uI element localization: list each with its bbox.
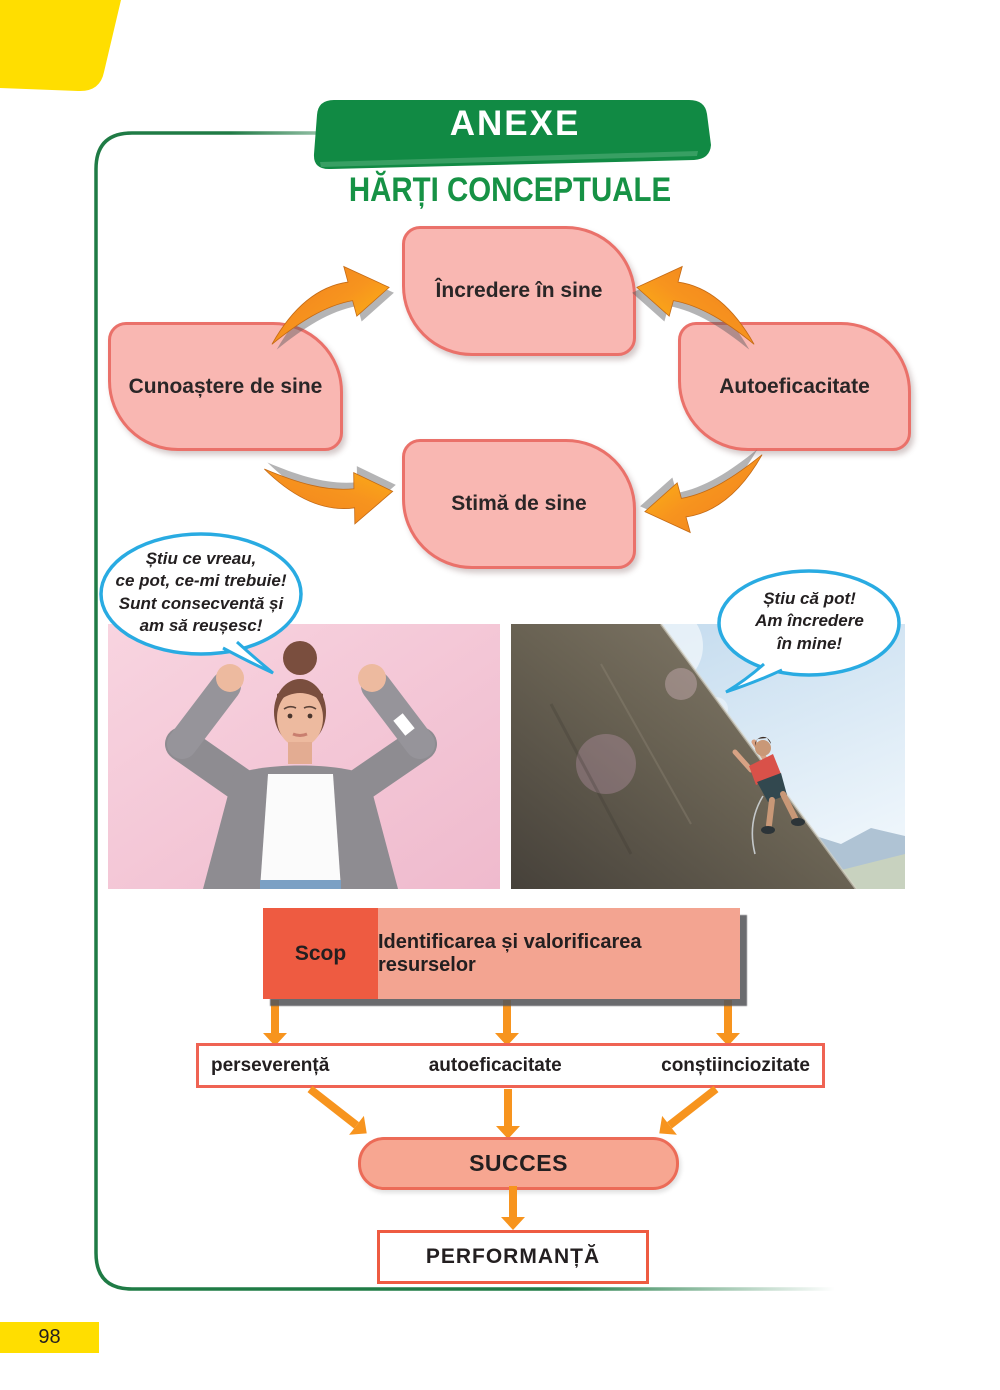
node-incredere-in-sine <box>402 226 636 356</box>
section-title: HĂRȚI CONCEPTUALE <box>348 170 672 209</box>
page-number <box>0 1322 99 1353</box>
trait-constiinciozitate: conștiinciozitate <box>661 1054 810 1076</box>
bubble-line: ce pot, ce-mi trebuie! <box>115 571 287 591</box>
curved-arrow-down-left-icon <box>634 446 778 555</box>
arrow-down-right-icon <box>303 1080 375 1143</box>
succes-label: SUCCES <box>469 1150 568 1176</box>
performanta-node <box>377 1230 649 1284</box>
arrow-down-icon <box>716 1000 740 1046</box>
traits-box <box>196 1043 825 1088</box>
speech-bubble-left-text <box>111 548 291 638</box>
corner-decoration <box>0 0 122 100</box>
scop-label: Scop <box>294 941 347 965</box>
speech-bubble-right-text <box>737 588 882 655</box>
bubble-line: în mine! <box>776 633 843 653</box>
page-number-text: 98 <box>38 1326 61 1348</box>
curved-arrow-up-left-icon <box>626 243 770 352</box>
bubble-line: Știu ce vreau, <box>145 549 257 568</box>
page-title: ANEXE <box>449 104 581 143</box>
resources-segment <box>378 908 740 999</box>
node-label: Autoeficacitate <box>719 374 870 398</box>
node-label: Stimă de sine <box>451 492 587 515</box>
arrow-down-icon <box>501 1186 525 1230</box>
scop-resources-bar <box>263 908 740 999</box>
node-label: Încredere în sine <box>435 279 603 302</box>
scop-segment <box>263 908 378 999</box>
border-fade-bottom <box>560 1283 872 1294</box>
resources-label: Identificarea și valorificarea resurselor <box>378 930 642 976</box>
bubble-line: am să reușesc! <box>139 616 263 636</box>
trait-perseverenta: perseverență <box>211 1054 330 1076</box>
node-label: Cunoaștere de sine <box>128 374 323 398</box>
arrow-down-icon <box>496 1089 520 1139</box>
arrow-down-icon <box>263 1000 287 1046</box>
arrow-down-icon <box>495 1000 519 1046</box>
bubble-line: Știu că pot! <box>763 589 856 608</box>
performanta-label: PERFORMANȚĂ <box>425 1245 601 1268</box>
succes-node <box>358 1137 679 1190</box>
bubble-line: Sunt consecventă și <box>118 593 284 613</box>
trait-autoeficacitate: autoeficacitate <box>428 1054 562 1076</box>
arrow-down-left-icon <box>652 1080 724 1143</box>
curved-arrow-up-right-icon <box>256 243 400 352</box>
node-stima-de-sine <box>402 439 636 569</box>
bubble-line: Am încredere <box>755 611 864 631</box>
